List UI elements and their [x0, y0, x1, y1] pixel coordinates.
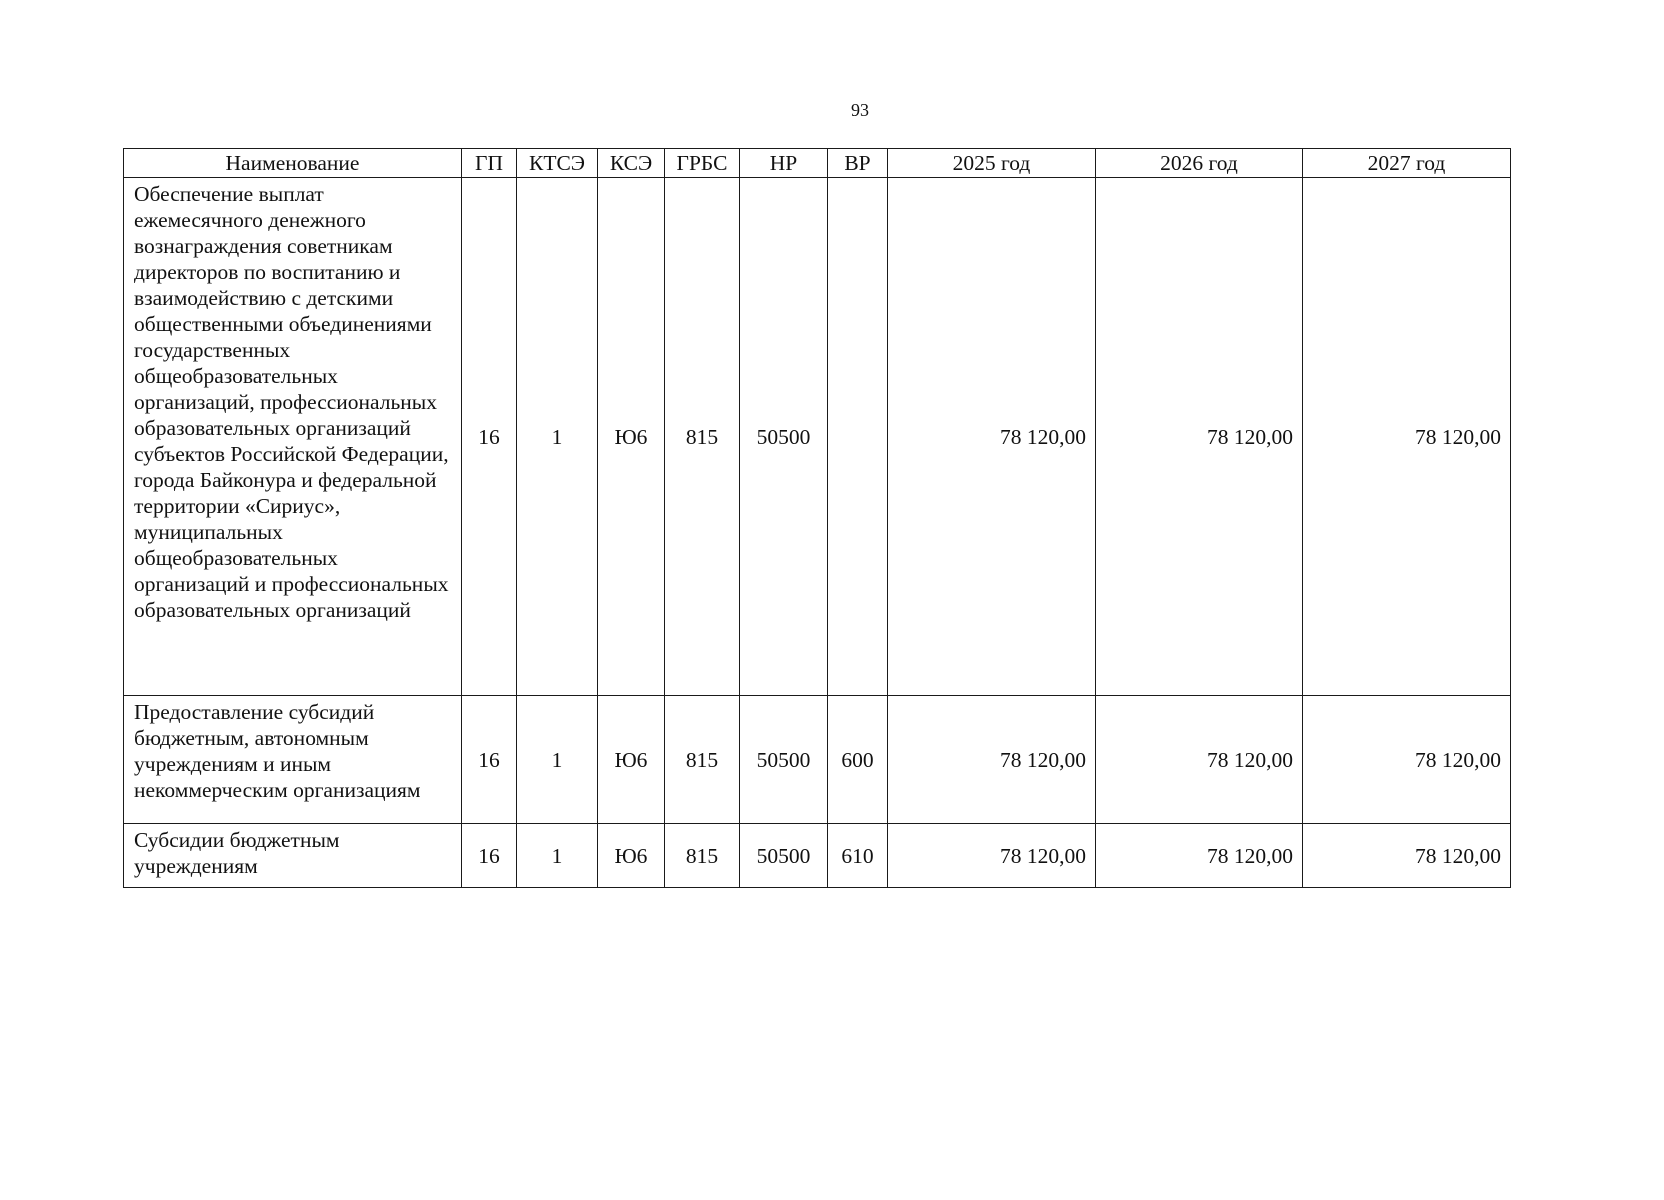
row-nr: 50500	[740, 696, 828, 824]
row-ktse: 1	[517, 696, 598, 824]
header-grbs: ГРБС	[665, 149, 740, 178]
header-gp: ГП	[462, 149, 517, 178]
row-name: Обеспечение выплат ежемесячного денежного вознаграждения советникам директоров по воспитанию и взаимодействию с детскими общественными объединениями государственных общеобразовательных организаций, профессиональных образовательных организаций субъектов Российской Федерации, города Байконура и федеральной территории «Сириус», муниципальных общеобразовательных организаций и профессиональных образовательных организаций	[124, 178, 462, 696]
row-vr	[828, 178, 888, 696]
row-gp: 16	[462, 696, 517, 824]
row-kse: Ю6	[598, 696, 665, 824]
header-vr: ВР	[828, 149, 888, 178]
row-grbs: 815	[665, 696, 740, 824]
row-ktse: 1	[517, 824, 598, 888]
row-kse: Ю6	[598, 178, 665, 696]
row-kse: Ю6	[598, 824, 665, 888]
row-amount-2025: 78 120,00	[888, 824, 1096, 888]
header-nr: НР	[740, 149, 828, 178]
row-nr: 50500	[740, 178, 828, 696]
row-amount-2025: 78 120,00	[888, 696, 1096, 824]
table-row	[124, 696, 1511, 824]
row-amount-2026: 78 120,00	[1096, 824, 1303, 888]
table-header-row	[124, 149, 1511, 178]
row-grbs: 815	[665, 178, 740, 696]
header-2025: 2025 год	[888, 149, 1096, 178]
header-2027: 2027 год	[1303, 149, 1511, 178]
row-amount-2027: 78 120,00	[1303, 824, 1511, 888]
table-row	[124, 824, 1511, 888]
row-vr: 610	[828, 824, 888, 888]
row-vr: 600	[828, 696, 888, 824]
header-name: Наименование	[124, 149, 462, 178]
header-ktse: КТСЭ	[517, 149, 598, 178]
header-kse: КСЭ	[598, 149, 665, 178]
row-amount-2026: 78 120,00	[1096, 178, 1303, 696]
budget-table	[123, 148, 1511, 888]
row-amount-2025: 78 120,00	[888, 178, 1096, 696]
row-name: Предоставление субсидий бюджетным, автономным учреждениям и иным некоммерческим организациям	[124, 696, 462, 824]
row-amount-2026: 78 120,00	[1096, 696, 1303, 824]
header-2026: 2026 год	[1096, 149, 1303, 178]
page-number: 93	[851, 100, 869, 120]
row-amount-2027: 78 120,00	[1303, 696, 1511, 824]
table-row	[124, 178, 1511, 696]
row-gp: 16	[462, 178, 517, 696]
row-amount-2027: 78 120,00	[1303, 178, 1511, 696]
row-ktse: 1	[517, 178, 598, 696]
row-nr: 50500	[740, 824, 828, 888]
row-grbs: 815	[665, 824, 740, 888]
row-name: Субсидии бюджетным учреждениям	[124, 824, 462, 888]
row-gp: 16	[462, 824, 517, 888]
